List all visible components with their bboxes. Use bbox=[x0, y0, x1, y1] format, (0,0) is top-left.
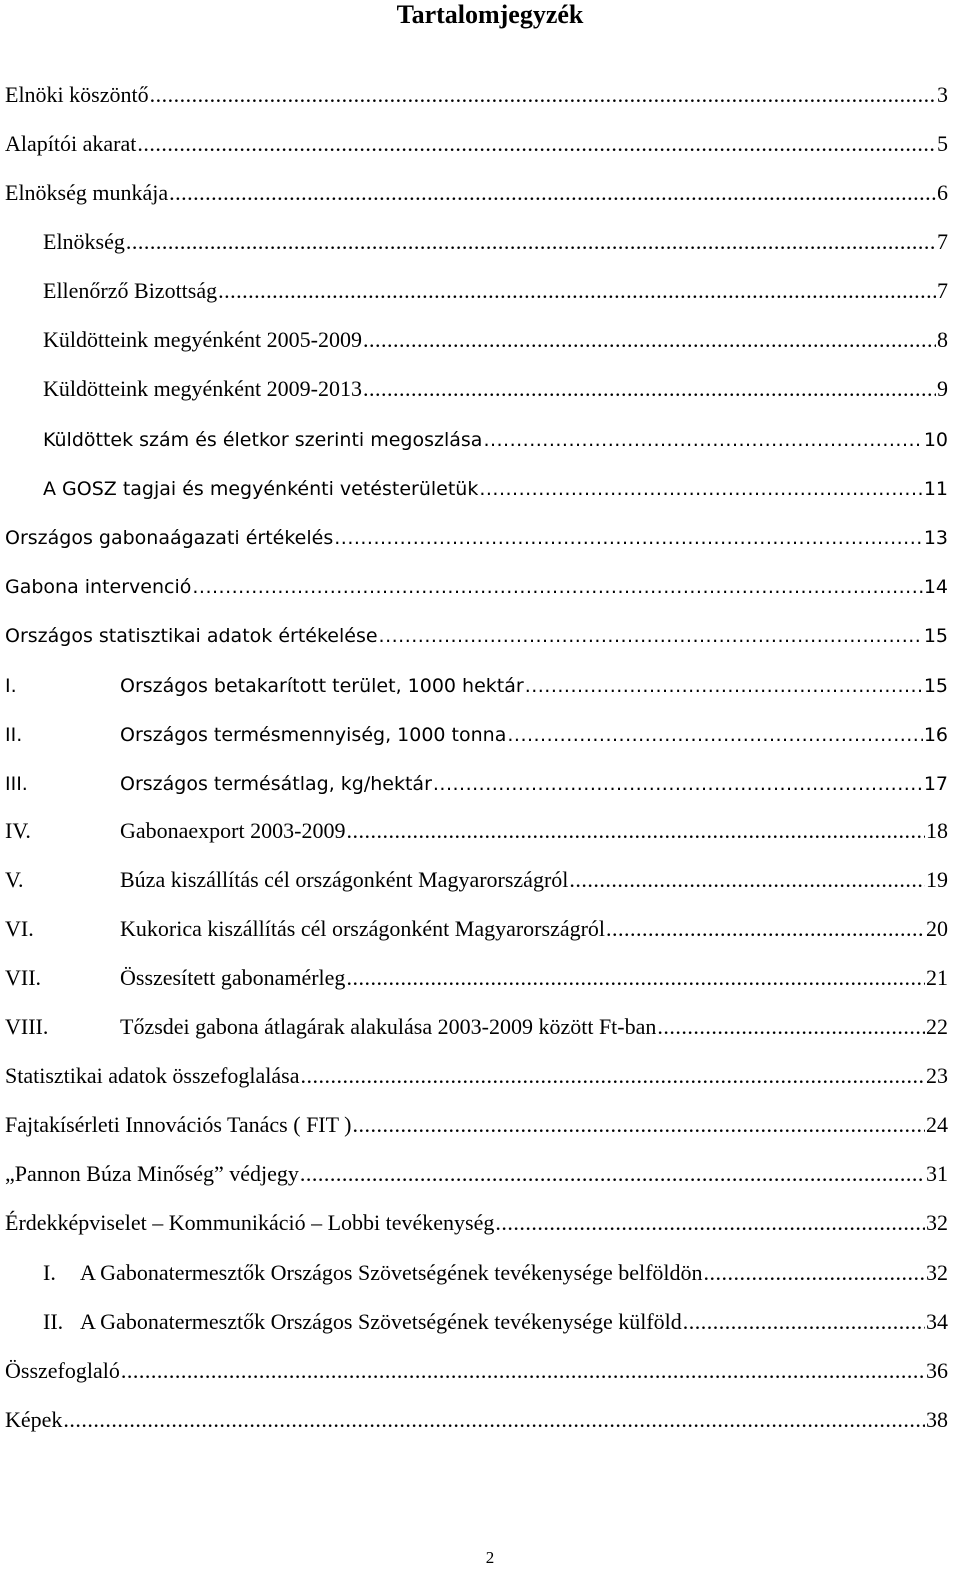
toc-entry-page: 23 bbox=[926, 1063, 948, 1088]
toc-entry[interactable] bbox=[0, 1208, 948, 1236]
toc-dot-leader bbox=[300, 1063, 925, 1089]
toc-entry-prefix: VI. bbox=[5, 916, 34, 941]
toc-entry[interactable] bbox=[0, 276, 948, 304]
toc-dot-leader bbox=[121, 1358, 925, 1384]
toc-entry-prefix: II. bbox=[43, 1309, 64, 1334]
toc-dot-leader bbox=[300, 1161, 925, 1187]
toc-entry[interactable] bbox=[0, 80, 948, 108]
toc-entry[interactable] bbox=[0, 1356, 948, 1384]
toc-entry[interactable] bbox=[0, 669, 948, 697]
toc-entry[interactable] bbox=[0, 570, 948, 598]
toc-entry[interactable] bbox=[0, 619, 948, 647]
toc-dot-leader bbox=[495, 1210, 925, 1236]
toc-entry-prefix: IV. bbox=[5, 818, 31, 843]
toc-entry-label: Országos statisztikai adatok értékelése bbox=[5, 625, 378, 647]
toc-entry-page: 32 bbox=[926, 1260, 948, 1285]
toc-entry-page: 38 bbox=[926, 1407, 948, 1432]
toc-entry-label: Búza kiszállítás cél országonként Magyarországról bbox=[120, 867, 569, 892]
toc-dot-leader bbox=[507, 724, 922, 746]
toc-entry[interactable] bbox=[0, 865, 948, 893]
toc-entry-page: 7 bbox=[937, 278, 948, 303]
toc-entry-page: 21 bbox=[926, 965, 948, 990]
toc-entry-label: Statisztikai adatok összefoglalása bbox=[5, 1063, 300, 1088]
toc-entry-label: Országos gabonaágazati értékelés bbox=[5, 527, 334, 549]
toc-entry-page: 11 bbox=[923, 478, 948, 500]
toc-entry-prefix: III. bbox=[5, 773, 28, 795]
toc-dot-leader bbox=[63, 1407, 925, 1433]
toc-entry-prefix: I. bbox=[43, 1260, 56, 1285]
toc-entry-page: 15 bbox=[923, 675, 948, 697]
toc-entry[interactable] bbox=[0, 963, 948, 991]
toc-entry[interactable] bbox=[0, 227, 948, 255]
toc-dot-leader bbox=[569, 867, 925, 893]
toc-dot-leader bbox=[334, 527, 923, 549]
toc-entry[interactable] bbox=[0, 325, 948, 353]
toc-entry-page: 13 bbox=[923, 527, 948, 549]
toc-entry-label: Ellenőrző Bizottság bbox=[43, 278, 218, 303]
toc-entry-label: Országos termésmennyiség, 1000 tonna bbox=[120, 724, 507, 746]
toc-dot-leader bbox=[704, 1260, 925, 1286]
toc-entry[interactable] bbox=[0, 718, 948, 746]
toc-entry-label: Képek bbox=[5, 1407, 63, 1432]
toc-dot-leader bbox=[150, 82, 936, 108]
toc-entry[interactable] bbox=[0, 178, 948, 206]
toc-entry[interactable] bbox=[0, 1258, 948, 1286]
toc-entry-page: 15 bbox=[923, 625, 948, 647]
toc-entry[interactable] bbox=[0, 1061, 948, 1089]
toc-entry-prefix: VIII. bbox=[5, 1014, 49, 1039]
toc-entry-page: 9 bbox=[937, 376, 948, 401]
toc-entry-label: Összesített gabonamérleg bbox=[120, 965, 346, 990]
toc-dot-leader bbox=[126, 229, 936, 255]
toc-entry[interactable] bbox=[0, 129, 948, 157]
toc-dot-leader bbox=[525, 675, 923, 697]
toc-entry[interactable] bbox=[0, 1307, 948, 1335]
toc-entry-page: 31 bbox=[926, 1161, 948, 1186]
toc-entry-page: 6 bbox=[937, 180, 948, 205]
toc-entry-label: Elnökség bbox=[43, 229, 125, 254]
toc-entry-label: Küldötteink megyénként 2005-2009 bbox=[43, 327, 362, 352]
toc-entry[interactable] bbox=[0, 423, 948, 451]
toc-entry-label: Összefoglaló bbox=[5, 1358, 120, 1383]
toc-entry-page: 24 bbox=[926, 1112, 948, 1137]
toc-entry[interactable] bbox=[0, 374, 948, 402]
toc-entry[interactable] bbox=[0, 472, 948, 500]
toc-entry[interactable] bbox=[0, 521, 948, 549]
toc-entry-label: Elnökség munkája bbox=[5, 180, 169, 205]
toc-dot-leader bbox=[379, 625, 923, 647]
toc-entry-page: 8 bbox=[937, 327, 948, 352]
toc-dot-leader bbox=[169, 180, 936, 206]
toc-dot-leader bbox=[363, 376, 936, 402]
toc-dot-leader bbox=[657, 1014, 925, 1040]
toc-entry-page: 3 bbox=[937, 82, 948, 107]
toc-entry[interactable] bbox=[0, 1405, 948, 1433]
toc-dot-leader bbox=[346, 965, 925, 991]
toc-dot-leader bbox=[433, 773, 923, 795]
toc-dot-leader bbox=[353, 1112, 926, 1138]
toc-entry[interactable] bbox=[0, 816, 948, 844]
toc-entry-page: 34 bbox=[926, 1309, 948, 1334]
toc-entry-label: Országos betakarított terület, 1000 hektár bbox=[120, 675, 524, 697]
toc-entry[interactable] bbox=[0, 1159, 948, 1187]
toc-dot-leader bbox=[606, 916, 925, 942]
toc-entry-label: Kukorica kiszállítás cél országonként Magyarországról bbox=[120, 916, 606, 941]
toc-entry-label: „Pannon Búza Minőség” védjegy bbox=[5, 1161, 299, 1186]
page-number: 2 bbox=[485, 1548, 495, 1567]
toc-entry-page: 7 bbox=[937, 229, 948, 254]
toc-entry-page: 36 bbox=[926, 1358, 948, 1383]
toc-dot-leader bbox=[363, 327, 936, 353]
toc-entry-page: 20 bbox=[926, 916, 948, 941]
toc-entry-label: Alapítói akarat bbox=[5, 131, 137, 156]
toc-entry-label: A Gabonatermesztők Országos Szövetségének tevékenysége belföldön bbox=[80, 1260, 703, 1285]
toc-dot-leader bbox=[137, 131, 936, 157]
toc-entry-label: A Gabonatermesztők Országos Szövetségének tevékenysége külföld bbox=[80, 1309, 682, 1334]
toc-entry-page: 32 bbox=[926, 1210, 948, 1235]
toc-entry-page: 14 bbox=[923, 576, 948, 598]
toc-entry-page: 5 bbox=[937, 131, 948, 156]
toc-entry-page: 22 bbox=[926, 1014, 948, 1039]
toc-entry-label: Küldöttek szám és életkor szerinti megoszlása bbox=[43, 429, 483, 451]
toc-entry-label: Fajtakísérleti Innovációs Tanács ( FIT ) bbox=[5, 1112, 352, 1137]
toc-entry[interactable] bbox=[0, 767, 948, 795]
toc-entry-prefix: II. bbox=[5, 724, 23, 746]
toc-dot-leader bbox=[483, 429, 922, 451]
toc-entry[interactable] bbox=[0, 1012, 948, 1040]
toc-entry[interactable] bbox=[0, 914, 948, 942]
toc-entry-prefix: V. bbox=[5, 867, 24, 892]
toc-entry-label: Küldötteink megyénként 2009-2013 bbox=[43, 376, 362, 401]
toc-entry-page: 10 bbox=[923, 429, 948, 451]
toc-dot-leader bbox=[683, 1309, 925, 1335]
toc-dot-leader bbox=[479, 478, 922, 500]
toc-entry-label: Tőzsdei gabona átlagárak alakulása 2003-2009 között Ft-ban bbox=[120, 1014, 657, 1039]
toc-entry[interactable] bbox=[0, 1110, 948, 1138]
toc-dot-leader bbox=[346, 818, 925, 844]
toc-entry-label: Elnöki köszöntő bbox=[5, 82, 149, 107]
toc-entry-prefix: I. bbox=[5, 675, 17, 697]
toc-title: Tartalomjegyzék bbox=[396, 0, 584, 29]
toc-entry-label: A GOSZ tagjai és megyénkénti vetésterületük bbox=[43, 478, 479, 500]
toc-entry-label: Érdekképviselet – Kommunikáció – Lobbi tevékenység bbox=[5, 1210, 495, 1235]
toc-entry-label: Gabonaexport 2003-2009 bbox=[120, 818, 346, 843]
toc-entry-label: Gabona intervenció bbox=[5, 576, 192, 598]
toc-dot-leader bbox=[192, 576, 922, 598]
toc-dot-leader bbox=[218, 278, 936, 304]
toc-entry-page: 19 bbox=[926, 867, 948, 892]
toc-entry-prefix: VII. bbox=[5, 965, 42, 990]
toc-entry-page: 18 bbox=[926, 818, 948, 843]
toc-entry-page: 17 bbox=[923, 773, 948, 795]
toc-entry-label: Országos termésátlag, kg/hektár bbox=[120, 773, 432, 795]
toc-entry-page: 16 bbox=[923, 724, 948, 746]
